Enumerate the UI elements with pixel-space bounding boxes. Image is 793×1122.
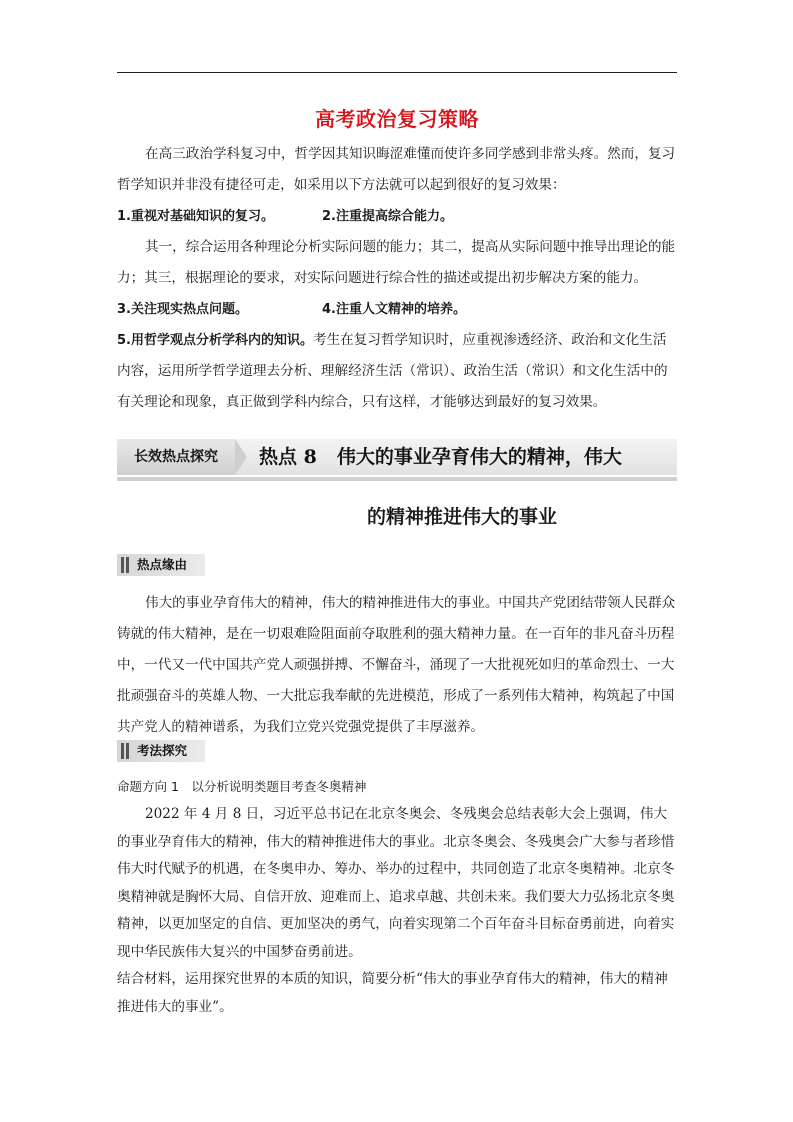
tip-3: 3.关注现实热点问题。: [117, 302, 248, 317]
banner-title-line2: 的精神推进伟大的事业: [366, 506, 557, 528]
question-direction: 命题方向 1 以分析说明类题目考查冬奥精神: [117, 779, 367, 794]
banner-tag: 长效热点探究: [117, 439, 235, 475]
banner-title-line1: 伟大的事业孕育伟大的精神，伟大: [336, 446, 622, 468]
banner-underline: [117, 477, 677, 481]
tip-2: 2.注重提高综合能力。: [322, 209, 453, 224]
subheading-method: 考法探究: [117, 740, 205, 762]
tip-5-body: 考生在复习哲学知识时，应重视渗透经济、政治和文化生活内容，运用所学哲学道理去分析、理解经济生活（常识）、政治生活（常识）和文化生活中的有关理论和现象，真正做到学科内综合，只有这样，才能够达到最好的复习效果。: [117, 332, 668, 410]
tip-2-body: 其一，综合运用各种理论分析实际问题的能力；其二，提高从实际问题中推导出理论的能力；其三，根据理论的要求，对实际问题进行综合性的描述或提出初步解决方案的能力。: [117, 239, 676, 286]
tip-5-lead: 5.用哲学观点分析学科内的知识。: [117, 333, 313, 348]
tip-5-paragraph: [117, 325, 677, 418]
tip-4: 4.注重人文精神的培养。: [322, 302, 466, 317]
hotspot-number: 热点 8: [259, 446, 317, 468]
tips-row-2: [117, 294, 677, 325]
question-paragraph: 结合材料，运用探究世界的本质的知识，简要分析“伟大的事业孕育伟大的精神，伟大的精神推进伟大的事业”。: [117, 971, 668, 1015]
section-banner: [117, 439, 677, 483]
subheading-reason: 热点缘由: [117, 554, 205, 576]
banner-arrow-icon: [235, 439, 247, 475]
material-paragraph: 2022 年 4 月 8 日，习近平总书记在北京冬奥会、冬残奥会总结表彰大会上强调，伟大的事业孕育伟大的精神，伟大的精神推进伟大的事业。北京冬奥会、冬残奥会广大参与者珍惜伟大时代赋予的机遇，在冬奥申办、筹办、举办的过程中，共同创造了北京冬奥精神。北京冬奥精神就是胸怀大局、自信开放、迎难而上、追求卓越、共创未来。我们要大力弘扬北京冬奥精神，以更加坚定的自信、更加坚决的勇气，向着实现第二个百年奋斗目标奋勇前进，向着实现中华民族伟大复兴的中国梦奋勇前进。: [117, 806, 675, 960]
header-rule: [117, 72, 677, 73]
tip-1: 1.重视对基础知识的复习。: [117, 209, 274, 224]
reason-paragraph: 伟大的事业孕育伟大的精神，伟大的精神推进伟大的事业。中国共产党团结带领人民群众铸就的伟大精神，是在一切艰难险阻面前夺取胜利的强大精神力量。在一百年的非凡奋斗历程中，一代又一代中国共产党人顽强拼搏、不懈奋斗，涌现了一大批视死如归的革命烈士、一大批顽强奋斗的英雄人物、一大批忘我奉献的先进模范，形成了一系列伟大精神，构筑起了中国共产党人的精神谱系，为我们立党兴党强党提供了丰厚滋养。: [117, 595, 676, 735]
page-title: 高考政治复习策略: [315, 107, 479, 131]
banner-title: [259, 439, 622, 475]
intro-paragraph: 在高三政治学科复习中，哲学因其知识晦涩难懂而使许多同学感到非常头疼。然而，复习哲学知识并非没有捷径可走，如采用以下方法就可以起到很好的复习效果：: [117, 146, 676, 193]
tips-row-1: [117, 201, 677, 232]
